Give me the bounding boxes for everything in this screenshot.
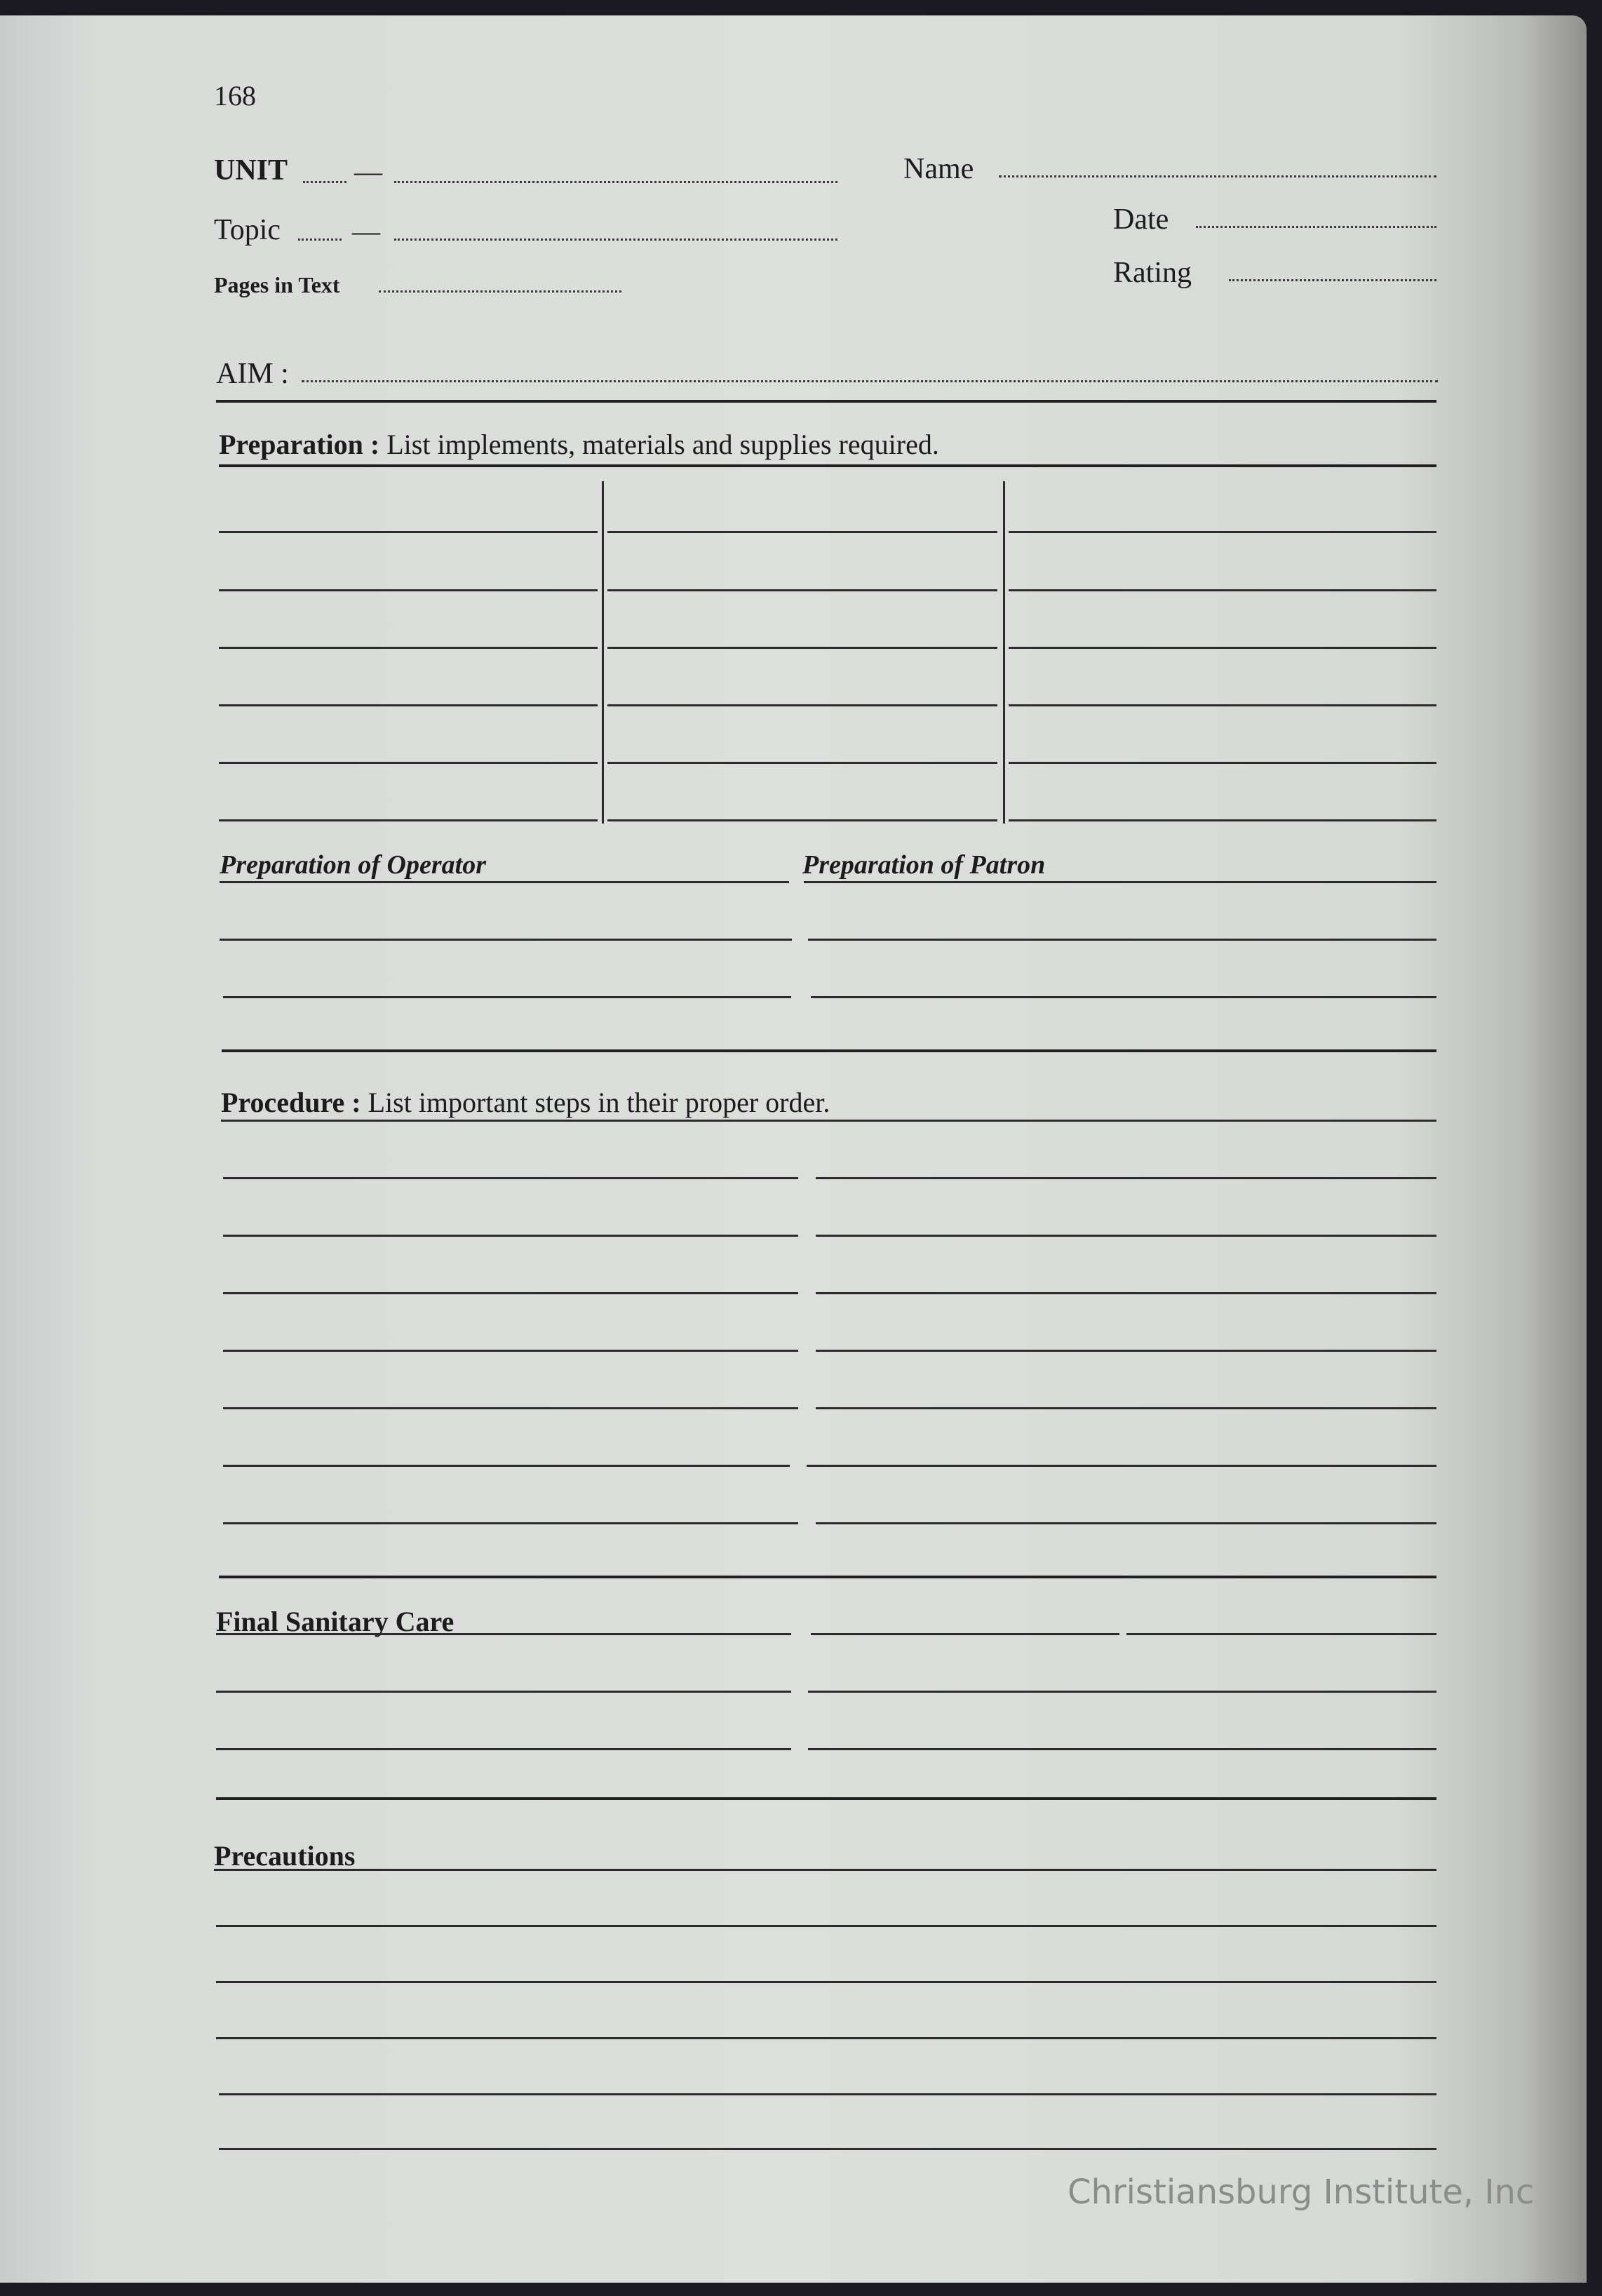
precautions-line[interactable]	[216, 1925, 1436, 1927]
precautions-line[interactable]	[216, 1981, 1436, 1983]
name-field[interactable]	[999, 175, 1436, 177]
unit-dash: —	[354, 156, 382, 187]
topic-label: Topic	[214, 214, 281, 246]
date-field[interactable]	[1196, 226, 1436, 228]
supplies-line[interactable]	[1009, 647, 1436, 649]
preparation-heading	[219, 431, 939, 459]
date-label: Date	[1113, 203, 1169, 236]
procedure-line[interactable]	[816, 1350, 1436, 1352]
patron-label: Preparation of Patron	[802, 850, 1046, 880]
aim-field[interactable]	[302, 380, 1438, 382]
patron-line[interactable]	[811, 996, 1436, 998]
supplies-line[interactable]	[219, 647, 598, 649]
procedure-line[interactable]	[223, 1407, 798, 1409]
procedure-line[interactable]	[223, 1292, 798, 1294]
procedure-line[interactable]	[816, 1522, 1436, 1524]
operator-line[interactable]	[220, 939, 792, 941]
procedure-line[interactable]	[223, 1235, 798, 1237]
procedure-section-rule	[219, 1576, 1436, 1578]
supplies-line[interactable]	[607, 704, 997, 706]
procedure-line[interactable]	[223, 1522, 798, 1524]
sanitary-line[interactable]	[216, 1633, 791, 1635]
preparation-rule	[219, 464, 1436, 467]
supplies-line[interactable]	[607, 647, 997, 649]
aim-label: AIM :	[216, 358, 289, 390]
rating-field[interactable]	[1229, 279, 1436, 281]
supplies-line[interactable]	[1009, 704, 1436, 706]
page-number: 168	[214, 80, 256, 112]
patron-line[interactable]	[804, 881, 1436, 883]
supplies-line[interactable]	[219, 762, 598, 764]
supplies-col-divider	[602, 481, 604, 824]
supplies-line[interactable]	[607, 531, 997, 533]
procedure-line[interactable]	[223, 1465, 790, 1467]
unit-label: UNIT	[214, 154, 288, 187]
sanitary-line[interactable]	[216, 1691, 791, 1693]
sanitary-line[interactable]	[1126, 1633, 1436, 1635]
supplies-line[interactable]	[219, 531, 598, 533]
procedure-line[interactable]	[807, 1465, 1436, 1467]
precautions-label: Precautions	[214, 1840, 356, 1872]
procedure-rule	[221, 1120, 1436, 1122]
operator-section-rule	[222, 1049, 1436, 1052]
supplies-line[interactable]	[1009, 762, 1436, 764]
procedure-line[interactable]	[223, 1350, 798, 1352]
rating-label: Rating	[1113, 257, 1192, 289]
sanitary-line[interactable]	[808, 1691, 1436, 1693]
supplies-line[interactable]	[607, 589, 997, 591]
preparation-instruction: List implements, materials and supplies required.	[386, 429, 939, 460]
topic-dash: —	[352, 215, 380, 247]
sanitary-line[interactable]	[811, 1633, 1119, 1635]
operator-line[interactable]	[220, 881, 789, 883]
supplies-line[interactable]	[1009, 531, 1436, 533]
watermark: Christiansburg Institute, Inc	[1068, 2173, 1535, 2212]
operator-line[interactable]	[223, 996, 791, 998]
supplies-col-divider	[1003, 481, 1005, 824]
sanitary-line[interactable]	[808, 1748, 1436, 1750]
supplies-line[interactable]	[607, 819, 997, 821]
sanitary-line[interactable]	[216, 1748, 791, 1750]
procedure-line[interactable]	[816, 1292, 1436, 1294]
supplies-line[interactable]	[219, 704, 598, 706]
topic-field[interactable]	[394, 239, 837, 241]
procedure-line[interactable]	[816, 1407, 1436, 1409]
procedure-line[interactable]	[816, 1235, 1436, 1237]
sanitary-section-rule	[216, 1797, 1436, 1800]
supplies-line[interactable]	[219, 819, 598, 821]
procedure-instruction: List important steps in their proper order.	[368, 1087, 830, 1118]
pages-in-text-field[interactable]	[379, 290, 621, 293]
procedure-line[interactable]	[223, 1177, 798, 1179]
supplies-line[interactable]	[219, 589, 598, 591]
aim-rule	[216, 400, 1436, 403]
sanitary-label: Final Sanitary Care	[216, 1606, 455, 1637]
supplies-line[interactable]	[1009, 819, 1436, 821]
form-page	[0, 15, 1587, 2283]
patron-line[interactable]	[808, 939, 1436, 941]
precautions-line[interactable]	[216, 2037, 1436, 2039]
pages-in-text-label: Pages in Text	[214, 272, 340, 297]
precautions-line[interactable]	[219, 2148, 1436, 2150]
procedure-label: Procedure :	[221, 1087, 361, 1118]
precautions-line[interactable]	[214, 1869, 1436, 1871]
unit-number-blank[interactable]	[303, 181, 346, 183]
procedure-line[interactable]	[816, 1177, 1436, 1179]
operator-label: Preparation of Operator	[220, 850, 486, 880]
unit-field[interactable]	[394, 181, 837, 183]
procedure-heading	[221, 1089, 830, 1117]
supplies-line[interactable]	[1009, 589, 1436, 591]
name-label: Name	[903, 153, 974, 185]
precautions-line[interactable]	[219, 2093, 1436, 2095]
preparation-label: Preparation :	[219, 429, 380, 460]
supplies-line[interactable]	[607, 762, 997, 764]
topic-number-blank[interactable]	[298, 239, 342, 241]
